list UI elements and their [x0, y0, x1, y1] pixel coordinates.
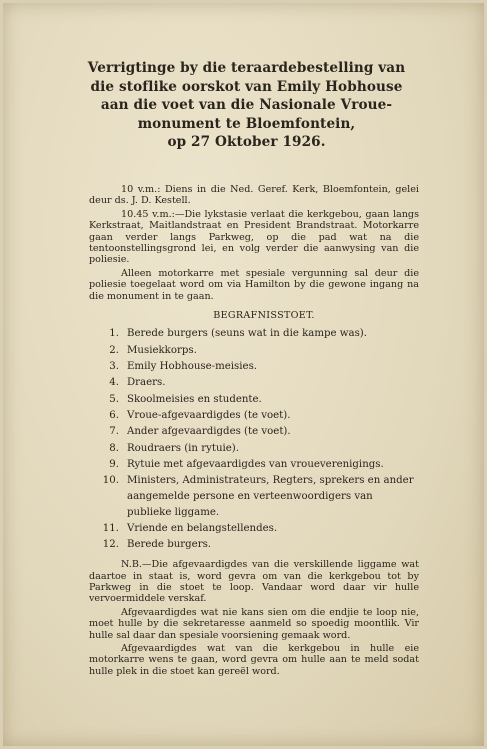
item-number: 11. [102, 522, 119, 534]
item-text: Berede burgers. [127, 538, 212, 550]
item-number: 3. [109, 361, 119, 373]
access-paragraph: Alleen motorkarre met spesiale vergunning sal deur die poliesie toegelaat word om via Hamilton by die gewone ingang na die monument in te gaan. [89, 267, 419, 302]
list-item [89, 521, 419, 537]
item-text: Ministers, Administrateurs, Regters, sprekers en ander aangemelde persone en verteenwoordigers van publieke liggame. [127, 475, 414, 518]
item-text: Emily Hobhouse-meisies. [127, 361, 258, 373]
list-item [89, 343, 419, 359]
item-text: Draers. [127, 377, 166, 389]
item-number: 10. [102, 475, 119, 487]
item-text: Rytuie met afgevaardigdes van vroueverenigings. [127, 458, 384, 470]
item-number: 9. [109, 458, 119, 470]
item-number: 12. [102, 538, 119, 550]
list-item [89, 392, 419, 408]
list-item [89, 537, 419, 553]
procession-heading: BEGRAFNISSTOET. [213, 310, 315, 322]
item-number: 6. [109, 409, 119, 421]
title-line: op 27 Oktober 1926. [167, 134, 326, 150]
item-text: Vroue-afgevaardigdes (te voet). [127, 409, 291, 421]
item-text: Ander afgevaardigdes (te voet). [127, 426, 291, 438]
list-item [89, 359, 419, 375]
item-number: 8. [109, 442, 119, 454]
document-body [89, 184, 419, 679]
item-text: Roudraers (in rytuie). [127, 442, 240, 454]
list-item [89, 375, 419, 391]
title-line: Verrigtinge by die teraardebestelling van [87, 60, 406, 76]
item-text: Musiekkorps. [127, 344, 197, 356]
list-item [89, 408, 419, 424]
item-text: Berede burgers (seuns wat in die kampe was). [127, 328, 368, 340]
document-title [43, 59, 450, 152]
procession-list [89, 326, 419, 553]
list-item [89, 473, 419, 520]
item-number: 1. [109, 328, 119, 340]
note-paragraph: Afgevaardigdes wat van die kerkgebou in hulle eie motorkarre wens te gaan, word gevra om hulle aan te meld sodat hulle plek in die stoet kan gereël word. [89, 642, 419, 677]
note-paragraph: N.B.—Die afgevaardigdes van die verskillende liggame wat daartoe in staat is, word gevra om van die kerkgebou tot by Parkweg in die stoet te loop. Vandaar word daar vir hulle vervoermiddele verskaf. [89, 559, 419, 605]
list-item [89, 424, 419, 440]
item-text: Skoolmeisies en studente. [127, 393, 262, 405]
schedule-paragraph: 10 v.m.: Diens in die Ned. Geref. Kerk, Bloemfontein, gelei deur ds. J. D. Kestell. [89, 184, 419, 207]
item-number: 4. [109, 377, 119, 389]
route-paragraph: 10.45 v.m.:—Die lykstasie verlaat die kerkgebou, gaan langs Kerkstraat, Maitlandstraat en President Brandstraat. Motorkarre gaan verder langs Parkweg, op die pad wat na die tentoonstellingsgrond lei, en volg verder die aanwysing van die poliesie. [89, 208, 419, 266]
document-sheet [3, 3, 484, 746]
title-line: aan die voet van die Nasionale Vroue- [100, 97, 393, 113]
list-item [89, 457, 419, 473]
title-line: die stoflike oorskot van Emily Hobhouse [90, 78, 403, 95]
item-number: 2. [109, 344, 119, 356]
note-paragraph: Afgevaardigdes wat nie kans sien om die endjie te loop nie, moet hulle by die sekretaresse aanmeld so spoedig moontlik. Vir hulle sal daar dan spesiale voorsiening gemaak word. [89, 606, 419, 641]
list-item [89, 326, 419, 342]
list-item [89, 441, 419, 457]
item-number: 5. [109, 393, 119, 405]
item-number: 7. [109, 426, 119, 438]
item-text: Vriende en belangstellendes. [127, 522, 278, 534]
title-line: monument te Bloemfontein, [137, 115, 356, 132]
